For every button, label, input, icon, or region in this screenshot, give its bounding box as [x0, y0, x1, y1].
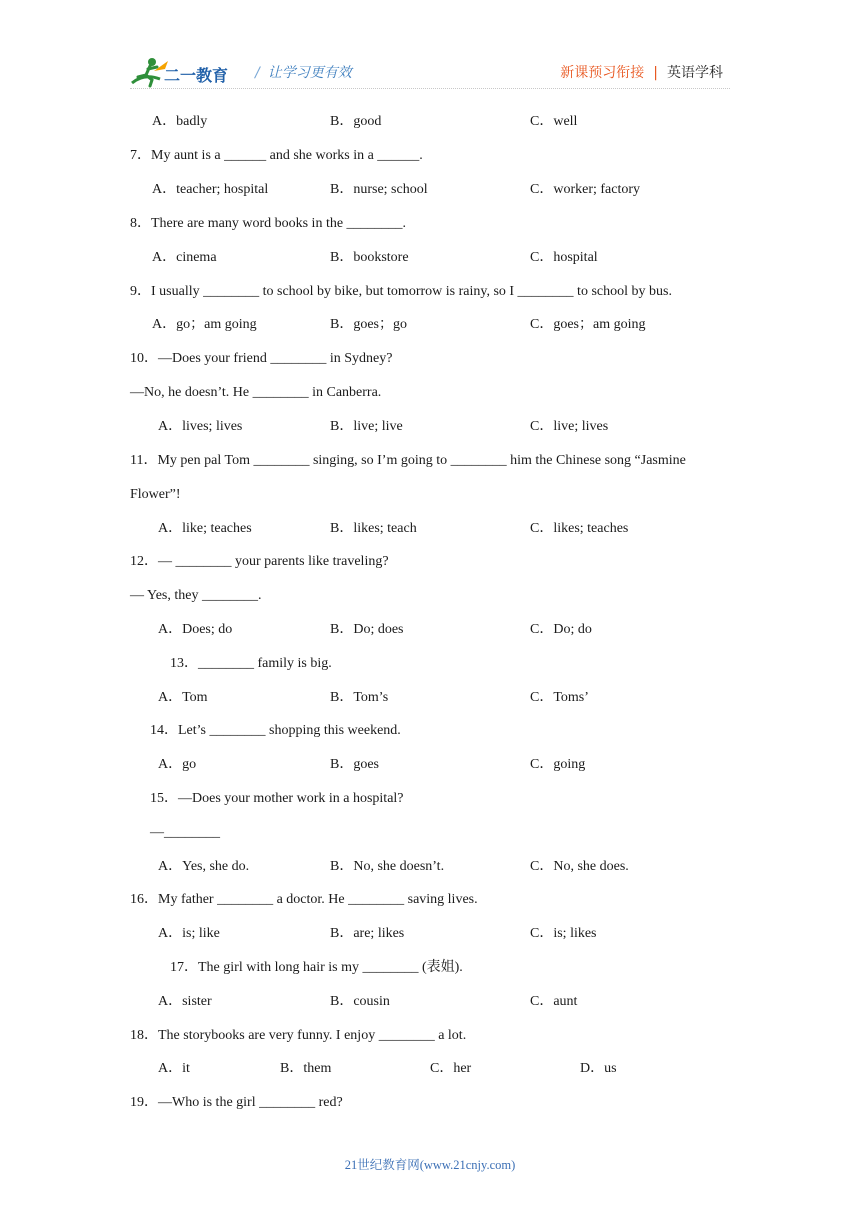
question-text: 14．Let’s ________ shopping this weekend.: [150, 723, 401, 738]
header-course-info: [560, 62, 723, 82]
answer-option: B．Tom’s: [330, 690, 389, 705]
answer-option: C．likes; teaches: [530, 521, 629, 536]
answer-option: B．likes; teach: [330, 521, 417, 536]
answer-option: C．is; likes: [530, 926, 597, 941]
svg-text:二一教育: 二一教育: [164, 66, 229, 85]
answer-option: A．Does; do: [158, 622, 233, 637]
answer-option: C．worker; factory: [530, 182, 641, 197]
answer-option: A．lives; lives: [158, 419, 243, 434]
answer-option: B．No, she doesn’t.: [330, 859, 445, 874]
question-text: 19．—Who is the girl ________ red?: [130, 1095, 343, 1110]
question-text: Flower”!: [130, 487, 181, 502]
question-text: 11．My pen pal Tom ________ singing, so I’m going to ________ him the Chinese song “Jasmine: [130, 453, 686, 468]
answer-option: C．live; lives: [530, 419, 609, 434]
page-header: [0, 0, 860, 100]
slogan: / 让学习更有效: [255, 65, 352, 81]
question-text: 13．________ family is big.: [170, 656, 332, 671]
answer-option: C．No, she does.: [530, 859, 629, 874]
answer-option: B．them: [280, 1061, 332, 1076]
answer-option: A．sister: [158, 994, 212, 1009]
question-text: —No, he doesn’t. He ________ in Canberra.: [130, 385, 382, 400]
answer-option: C．goes；am going: [530, 317, 646, 332]
question-text: —________: [150, 825, 220, 840]
answer-option: C．aunt: [530, 994, 578, 1009]
answer-option: C．Do; do: [530, 622, 592, 637]
logo-icon: [130, 55, 242, 89]
answer-option: B．live; live: [330, 419, 403, 434]
question-text: 16．My father ________ a doctor. He ________ saving lives.: [130, 892, 478, 907]
answer-option: B．Do; does: [330, 622, 404, 637]
answer-option: A．like; teaches: [158, 521, 252, 536]
answer-option: A．it: [158, 1061, 190, 1076]
answer-option: A．cinema: [152, 250, 217, 265]
answer-option: B．are; likes: [330, 926, 405, 941]
page-footer: 21世纪教育网(www.21cnjy.com): [344, 1158, 516, 1172]
question-text: 10．—Does your friend ________ in Sydney?: [130, 351, 393, 366]
question-text: 18．The storybooks are very funny. I enjoy ________ a lot.: [130, 1028, 467, 1043]
answer-option: B．cousin: [330, 994, 390, 1009]
answer-option: A．Tom: [158, 690, 208, 705]
answer-option: B．nurse; school: [330, 182, 428, 197]
answer-option: C．hospital: [530, 250, 598, 265]
answer-option: C．Toms’: [530, 690, 589, 705]
question-text: 7．My aunt is a ______ and she works in a ______.: [130, 148, 423, 163]
answer-option: C．her: [430, 1061, 472, 1076]
question-text: 15．—Does your mother work in a hospital?: [150, 791, 404, 806]
answer-option: A．teacher; hospital: [152, 182, 269, 197]
header-divider: [130, 88, 730, 89]
subject-label: 英语学科: [667, 65, 723, 81]
course-label: 新课预习衔接: [560, 65, 645, 81]
answer-option: B．goes: [330, 757, 379, 772]
answer-option: C．well: [530, 114, 578, 129]
answer-option: B．good: [330, 114, 382, 129]
question-text: 17．The girl with long hair is my ________ (表姐).: [170, 960, 463, 975]
answer-option: A．Yes, she do.: [158, 859, 250, 874]
question-text: — Yes, they ________.: [130, 588, 262, 603]
answer-option: A．go；am going: [152, 317, 257, 332]
answer-option: B．bookstore: [330, 250, 409, 265]
answer-option: B．goes；go: [330, 317, 407, 332]
question-text: 9．I usually ________ to school by bike, but tomorrow is rainy, so I ________ to school by bus.: [130, 284, 672, 299]
answer-option: A．badly: [152, 114, 208, 129]
answer-option: C．going: [530, 757, 586, 772]
answer-option: D．us: [580, 1061, 617, 1076]
answer-option: A．is; like: [158, 926, 220, 941]
answer-option: A．go: [158, 757, 197, 772]
question-text: 8．There are many word books in the ________.: [130, 216, 407, 231]
question-text: 12．— ________ your parents like traveling?: [130, 554, 389, 569]
header-separator: |: [653, 65, 658, 81]
